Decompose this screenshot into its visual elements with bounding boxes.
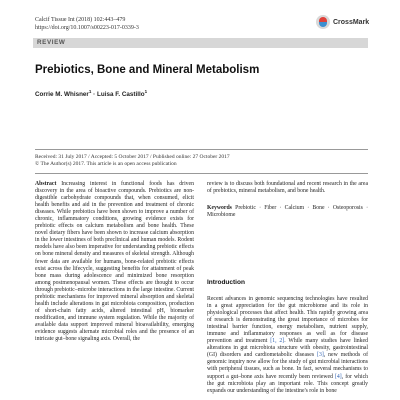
abstract-continuation: review is to discuss both foundational and recent research in the area of prebiotics, mineral metabolism, and bone health. bbox=[207, 181, 368, 195]
citation-link[interactable]: [1, 2] bbox=[270, 338, 285, 345]
crossmark-badge[interactable] bbox=[316, 15, 369, 29]
section-heading: Introduction bbox=[207, 279, 245, 286]
publication-dates bbox=[35, 154, 230, 168]
author-name[interactable]: Corrie M. Whisner bbox=[35, 91, 89, 99]
journal-line: Calcif Tissue Int (2018) 102:443–479 bbox=[35, 17, 126, 23]
article-title: Prebiotics, Bone and Mineral Metabolism bbox=[35, 64, 260, 76]
crossmark-icon bbox=[316, 15, 330, 29]
journal-citation bbox=[35, 17, 139, 32]
author-list bbox=[35, 89, 147, 98]
crossmark-label: CrossMark bbox=[333, 18, 370, 26]
abstract-continuation-column bbox=[207, 181, 368, 219]
dates-line: Received: 31 July 2017 / Accepted: 5 October 2017 / Published online: 27 October 2017 bbox=[35, 154, 230, 160]
introduction-body bbox=[207, 296, 368, 395]
author-separator: · bbox=[91, 91, 98, 99]
divider bbox=[35, 173, 368, 174]
affiliation-marker: 1 bbox=[88, 89, 92, 94]
citation-link[interactable]: [3] bbox=[317, 352, 324, 359]
intro-text: Recent advances in genomic sequencing technologies have resulted in a great appreciation for the gut microbiome and its role in physiological processes that affect health. This rapidly growing area of research is demonstrating the great importance of microbes for intestinal barrier function, energy metabolism, nutrient supply, immune and inflammatory responses as well as for disease prevention and treatment bbox=[207, 296, 368, 345]
abstract-paragraph bbox=[35, 181, 194, 343]
abstract-label: Abstract bbox=[35, 181, 57, 187]
doi-link[interactable]: https://doi.org/10.1007/s00223-017-0339-3 bbox=[35, 24, 139, 31]
copyright-line: © The Author(s) 2017. This article is an open access publication bbox=[35, 161, 177, 167]
author-name[interactable]: Luisa F. Castillo bbox=[97, 91, 145, 99]
intro-text: , new methods of genomic inquiry now allow for the study of gut microbial interactions with peripheral tissues, such as bone. In fact, several mechanisms to support a gut–bone axis have recently been reviewed bbox=[207, 352, 368, 380]
divider bbox=[35, 149, 368, 150]
section-bar bbox=[33, 38, 368, 48]
abstract-column bbox=[35, 181, 194, 343]
introduction-paragraph bbox=[207, 296, 368, 395]
intro-text: , for which the gut microbiota play an important role. This concept greatly expands our understanding of the intestine's role in bone bbox=[207, 373, 368, 394]
keywords-paragraph bbox=[207, 205, 368, 219]
citation-link[interactable]: [4] bbox=[335, 373, 342, 380]
section-label: REVIEW bbox=[37, 39, 66, 46]
affiliation-marker: 1 bbox=[144, 89, 148, 94]
abstract-text: Increasing interest in functional foods has driven discovery in the area of bioactive compounds. Prebiotics are non-digestible carbohydrate compounds that, when consumed, elicit health benefits and aid in the prevention and treatment of chronic diseases. While prebiotics have been shown to improve a number of chronic, inflammatory conditions, growing evidence exists for prebiotic effects on calcium metabolism and bone health. These novel dietary fibers have been shown to increase calcium absorption in the lower intestines of both preclinical and human models. Rodent models have also been imperative for understanding prebiotic effects on bone mineral density and measures of skeletal strength. Although fewer data are available for humans, bone-related prebiotic effects exist across the lifecycle, suggesting benefits for attainment of peak bone mass during adolescence and minimized bone resorption among postmenopausal women. These effects are thought to occur through prebiotic–microbe interactions in the large intestine. Current prebiotic mechanisms for improved mineral absorption and skeletal health include alterations in gut microbiota composition, production of short-chain fatty acids, altered intestinal pH, biomarker modification, and immune system regulation. While the majority of available data support improved mineral bioavailability, emerging evidence suggests alternate microbial roles and the presence of an intricate gut–bone signaling axis. Overall, the bbox=[35, 181, 194, 343]
keywords-label: Keywords bbox=[207, 205, 232, 212]
keywords-text: Prebiotic · Fiber · Calcium · Bone · Osteoporosis · Microbiome bbox=[207, 205, 369, 219]
intro-text: . While many studies have linked alterations in gut microbiota structure with obesity, gastrointestinal (GI) disorders and cardiometabolic diseases bbox=[207, 338, 368, 359]
